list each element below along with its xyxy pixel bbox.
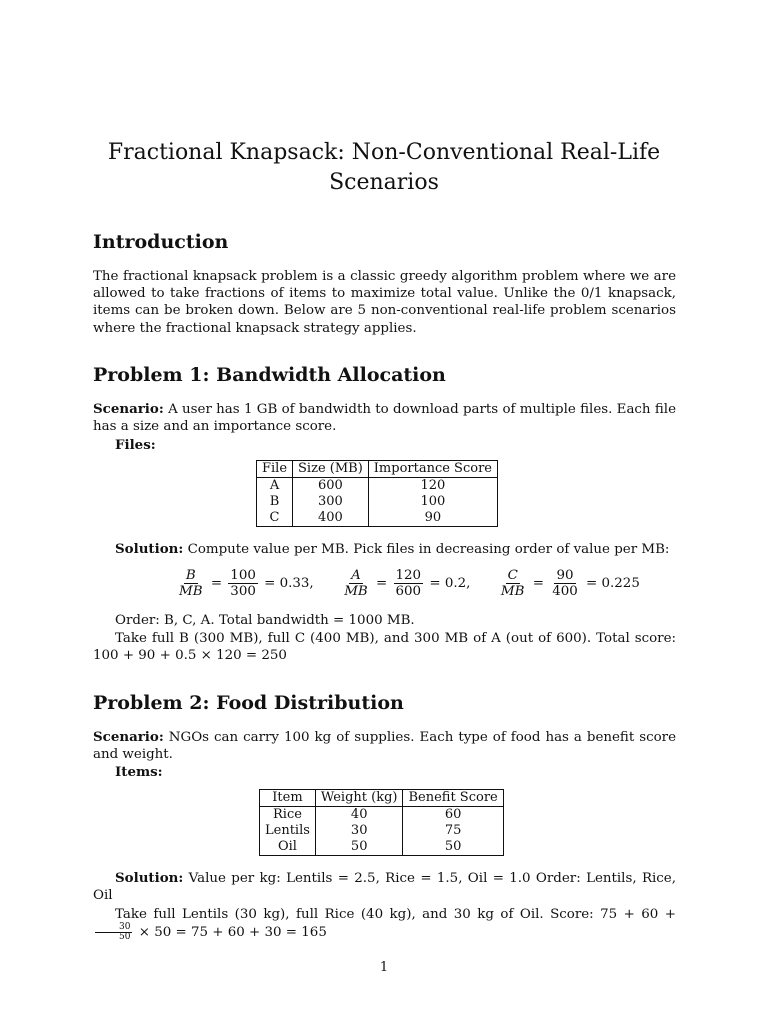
problem2-heading: Problem 2: Food Distribution (93, 692, 404, 714)
column-header: Benefit Score (403, 790, 503, 807)
column-header: File (257, 461, 293, 478)
column-header: Importance Score (368, 461, 497, 478)
table-cell: 30 (315, 823, 403, 839)
table-cell: Lentils (260, 823, 316, 839)
table-row (260, 839, 504, 856)
files-label: Files: (115, 437, 156, 453)
solution-text: Compute value per MB. Pick files in decreasing order of value per MB: (187, 542, 670, 557)
table-cell: 120 (368, 478, 497, 495)
files-table (256, 460, 498, 527)
page-title: Fractional Knapsack: Non-Conventional Real-Life Scenarios (107, 140, 661, 195)
table-header-row (260, 790, 504, 807)
column-header: Weight (kg) (315, 790, 403, 807)
table-cell: 50 (315, 839, 403, 856)
table-header-row (257, 461, 498, 478)
scenario-label: Scenario: (93, 401, 164, 417)
page-number: 1 (379, 960, 389, 975)
fraction-30-50: $\frac{30}{50}$ (95, 923, 132, 942)
table-row (257, 494, 498, 510)
problem2-scenario (93, 729, 676, 763)
table-cell: A (257, 478, 293, 495)
value-per-mb-equations (175, 568, 640, 608)
table-cell: 100 (368, 494, 497, 510)
problem1-order: Order: B, C, A. Total bandwidth = 1000 MB. (115, 613, 415, 628)
table-cell: B (257, 494, 293, 510)
table-cell: Oil (260, 839, 316, 856)
equation-b: $\frac{B}{MB}$ = $\frac{100}{300}$ = 0.33, (179, 568, 314, 599)
table-cell: Rice (260, 807, 316, 824)
table-cell: C (257, 510, 293, 527)
table-cell: 50 (403, 839, 503, 856)
table-cell: 60 (403, 807, 503, 824)
table-cell: 300 (293, 494, 369, 510)
problem1-take: Take full B (300 MB), full C (400 MB), and 300 MB of A (out of 600). Total score: 100 + 90 + 0.5 × 120 = 250 (93, 631, 676, 664)
column-header: Item (260, 790, 316, 807)
table-row (260, 823, 504, 839)
items-table (259, 789, 504, 856)
equation-a: $\frac{A}{MB}$ = $\frac{120}{600}$ = 0.2, (344, 568, 471, 599)
solution-text: Value per kg: Lentils = 2.5, Rice = 1.5, Oil = 1.0 Order: Lentils, Rice, Oil (93, 871, 676, 904)
scenario-text: NGOs can carry 100 kg of supplies. Each type of food has a benefit score and weight. (93, 730, 676, 763)
table-row (257, 510, 498, 527)
table-cell: 75 (403, 823, 503, 839)
equation-c: $\frac{C}{MB}$ = $\frac{90}{400}$ = 0.225 (500, 568, 640, 599)
problem1-solution (93, 541, 676, 558)
problem1-scenario (93, 401, 676, 435)
solution-label: Solution: (115, 870, 184, 886)
problem2-solution (93, 870, 676, 904)
problem2-take: Take full Lentils (30 kg), full Rice (40 kg), and 30 kg of Oil. Score: 75 + 60 + $\frac{30}{50}$ × 50 = 75 + 60 + 30 = 165 (93, 906, 676, 942)
scenario-text: A user has 1 GB of bandwidth to download parts of multiple files. Each file has a size and an importance score. (93, 402, 676, 435)
intro-paragraph: The fractional knapsack problem is a classic greedy algorithm problem where we are allowed to take fractions of items to maximize total value. Unlike the 0/1 knapsack, items can be broken down. Below are 5 non-conventional real-life problem scenarios where the fractional knapsack strategy applies. (93, 269, 676, 336)
table-cell: 600 (293, 478, 369, 495)
table-cell: 90 (368, 510, 497, 527)
scenario-label: Scenario: (93, 729, 164, 745)
table-row (257, 478, 498, 495)
table-cell: 40 (315, 807, 403, 824)
solution-label: Solution: (115, 541, 184, 557)
table-row (260, 807, 504, 824)
column-header: Size (MB) (293, 461, 369, 478)
problem1-heading: Problem 1: Bandwidth Allocation (93, 364, 446, 386)
table-cell: 400 (293, 510, 369, 527)
intro-heading: Introduction (93, 231, 229, 253)
items-label: Items: (115, 764, 163, 780)
